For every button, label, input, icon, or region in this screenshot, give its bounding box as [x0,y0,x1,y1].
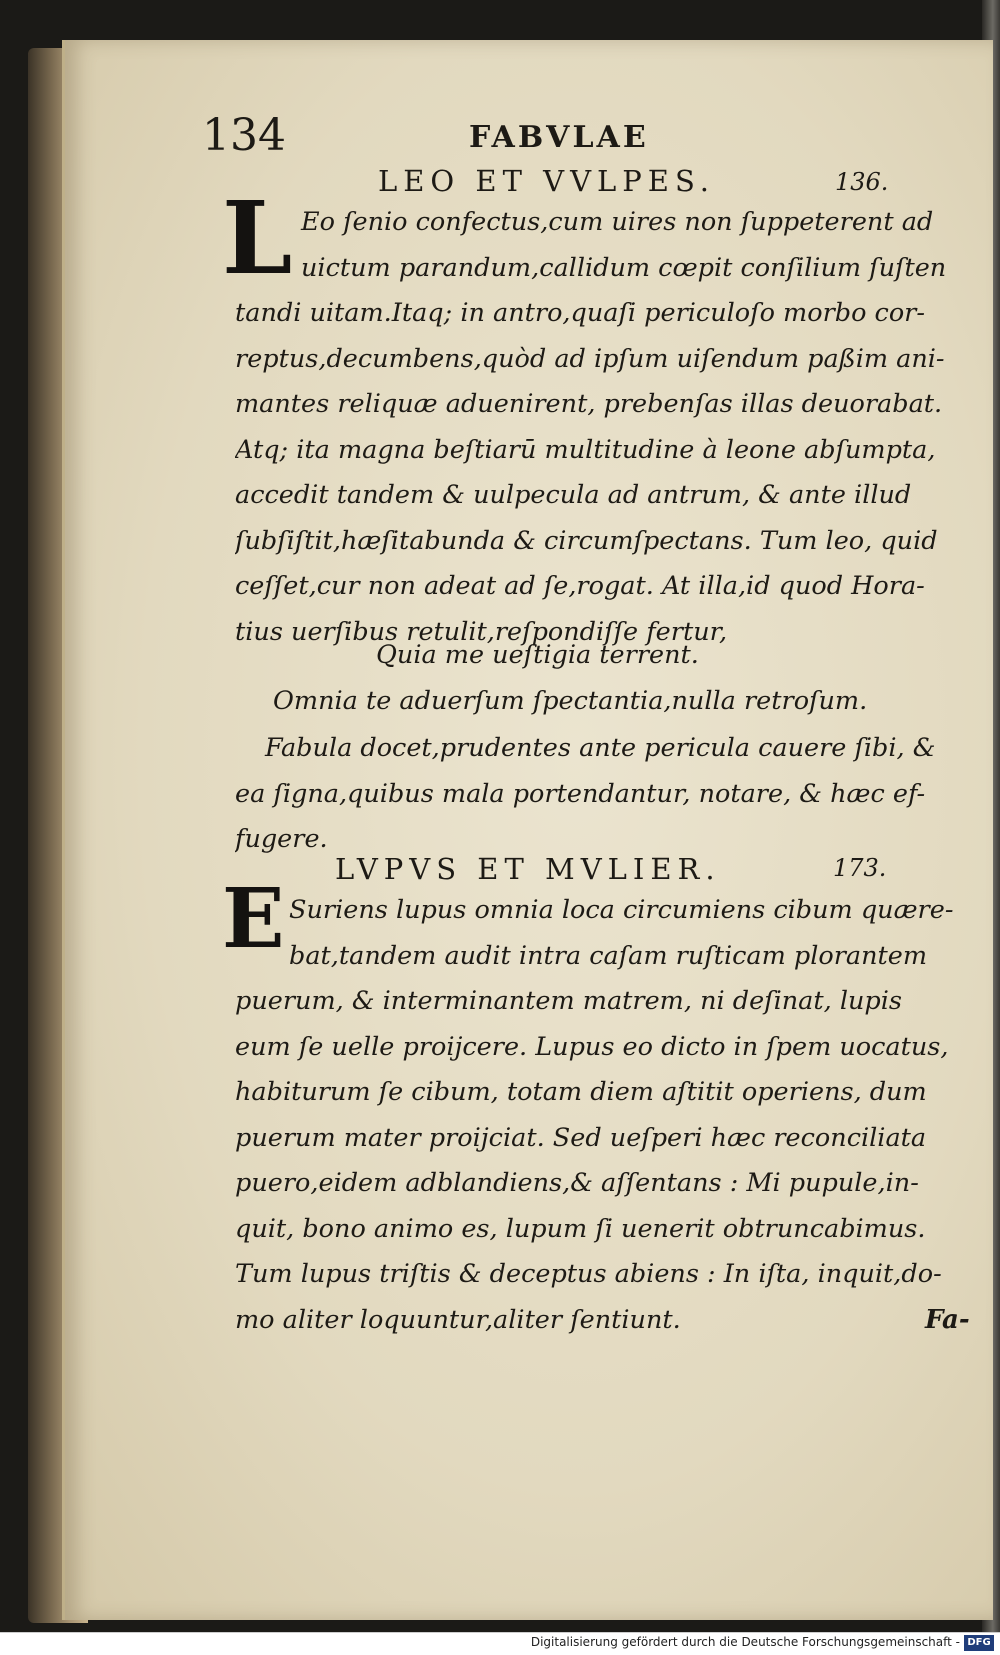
text-line: Fabula docet,prudentes ante pericula cauere ſibi, & [265,733,936,763]
fable-moral [235,726,980,863]
book-page [62,40,993,1620]
dfg-logo: DFG [964,1635,994,1651]
text-line: puerum mater proijciat. Sed ueſperi hæc reconciliata [235,1122,927,1153]
text-line: quit, bono animo es, lupum ſi uenerit obtruncabimus. [235,1213,926,1244]
text-line: Suriens lupus omnia loca circumiens cibum quære- [289,895,954,925]
verse-line: Omnia te aduerſum ſpectantia,nulla retroſum. [273,686,868,716]
text-line: mantes reliquæ aduenirent, prebenſas illas deuorabat. [235,389,943,419]
catchword: Fa- [925,1305,970,1335]
fable-body [235,200,980,655]
text-line: puerum, & interminantem matrem, ni deſinat, lupis [235,986,902,1016]
drop-cap: L [222,179,293,297]
footer-strip [0,1632,1000,1655]
drop-cap: E [222,871,285,967]
text-line: reptus,decumbens,quòd ad ipſum uiſendum paßim ani- [235,343,945,374]
text-line: fugere. [235,824,328,854]
text-line: ceſſet,cur non adeat ad ſe,rogat. At illa,id quod Hora- [235,571,925,601]
text-line: habiturum ſe cibum, totam diem aſtitit operiens, dum [235,1077,927,1107]
footer-credit: Digitalisierung gefördert durch die Deutsche Forschungsgemeinschaft - [530,1635,960,1649]
fable-title-text: LEO ET VVLPES. [378,164,716,198]
fable-body [235,888,980,1343]
fable-title-text: LVPVS ET MVLIER. [335,852,721,886]
text-line: Tum lupus triſtis & deceptus abiens : In iſta, inquit,do- [235,1259,942,1289]
text-line: eum ſe uelle proijcere. Lupus eo dicto in ſpem uocatus, [235,1031,949,1062]
text-line: Eo ſenio confectus,cum uires non ſuppeterent ad [301,207,934,237]
text-line: mo aliter loquuntur,aliter ſentiunt. [235,1304,681,1335]
text-line: uictum parandum,callidum cœpit conſilium ſuſten [301,252,947,283]
text-line: bat,tandem audit intra caſam ruſticam plorantem [289,940,928,971]
text-line: puero,eidem adblandiens,& aſſentans : Mi pupule,in- [235,1168,919,1198]
page-number: 134 [202,110,286,161]
page-header [65,110,993,170]
text-line: Atq; ita magna beſtiarū multitudine à leone abſumpta, [235,434,936,465]
text-line: ea ſigna,quibus mala portendantur, notare, & hæc ef- [235,778,926,809]
text-line: ſubſiſtit,hæſitabunda & circumſpectans. Tum leo, quid [235,525,938,556]
text-line: tandi uitam.Itaq; in antro,quaſi periculoſo morbo cor- [235,298,925,328]
fable-number: 173. [833,854,887,882]
text-line: tius uerſibus retulit,reſpondiſſe fertur, [235,616,728,647]
text-line: accedit tandem & uulpecula ad antrum, & ante illud [235,480,912,510]
verse-line: Quia me ueſtigia terrent. [376,640,699,670]
fable-number: 136. [835,168,889,196]
running-head: FABVLAE [469,120,649,155]
